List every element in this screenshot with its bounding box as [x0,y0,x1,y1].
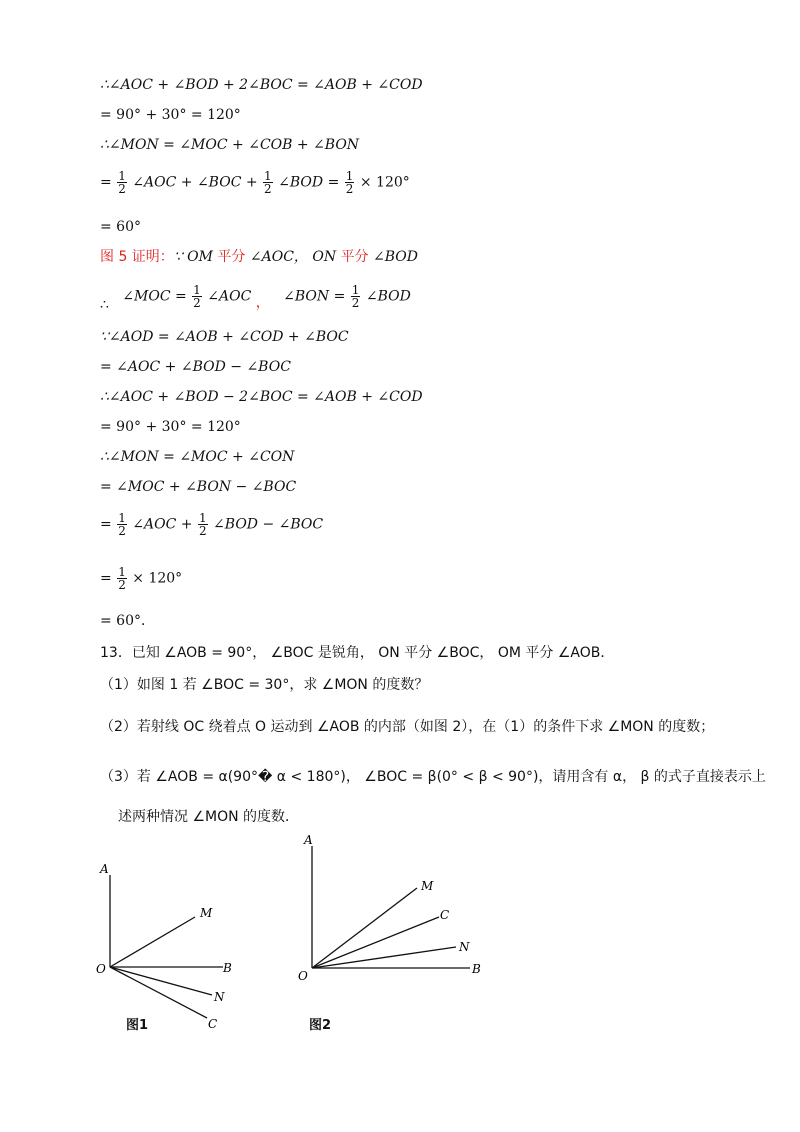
proof-line: = ∠MOC + ∠BON − ∠BOC [100,479,297,495]
proof-line: ∴∠AOC + ∠BOD + 2∠BOC = ∠AOB + ∠COD [100,77,423,93]
label-a: A [100,862,109,876]
ray-on [312,947,456,968]
figure-1-diagram [90,855,250,1040]
ray-om [312,888,417,968]
label-m: M [421,879,434,893]
label-c: C [440,908,450,922]
proof-line: = $\frac{1}{2}$ ∠AOC + ∠BOC + $\frac{1}{2}$ ∠BOD = $\frac{1}{2}$ × 120° [100,169,410,196]
label-c: C [208,1017,218,1031]
proof-line: = $\frac{1}{2}$ ∠AOC + $\frac{1}{2}$ ∠BOD − ∠BOC [100,511,324,538]
label-b: B [223,961,232,975]
proof-line: = 90° + 30° = 120° [100,419,241,435]
proof-line: ∴ ∠MOC = $\frac{1}{2}$ ∠AOC ， ∠BON = $\frac{1}{2}$ ∠BOD [100,283,411,313]
fraction: $\frac{1}{2}$ [118,565,126,592]
proof-line: = 90° + 30° = 120° [100,107,241,123]
proof-heading: 图 5 证明：∵ OM 平分 ∠AOC， ON 平分 ∠BOD [100,249,418,265]
label-o: O [96,962,106,976]
fraction: $\frac{1}{2}$ [198,511,207,538]
label-n: N [459,940,470,954]
figure-1-caption: 图1 [126,1018,149,1033]
proof-line: = 60°． [100,613,155,629]
label-n: N [214,990,225,1004]
problem-13-part-2: （2）若射线 OC 绕着点 O 运动到 ∠AOB 的内部（如图 2），在（1）的条件下求 ∠MON 的度数； [100,719,715,735]
fraction: $\frac{1}{2}$ [264,169,272,196]
ray-oc [110,967,207,1018]
figure-2-diagram [292,830,502,990]
label-b: B [472,962,481,976]
proof-line: ∵∠AOD = ∠AOB + ∠COD + ∠BOC [100,329,349,345]
proof-line: ∴∠MON = ∠MOC + ∠COB + ∠BON [100,137,360,153]
proof-line: = $\frac{1}{2}$ × 120° [100,565,183,592]
label-a: A [304,833,313,847]
fraction: $\frac{1}{2}$ [118,511,126,538]
figure-2-caption: 图2 [309,1018,332,1033]
problem-13-part-3-continued: 述两种情况 ∠MON 的度数． [118,809,300,825]
ray-om [110,917,195,967]
label-m: M [200,906,213,920]
ray-oc [312,917,439,968]
fraction: $\frac{1}{2}$ [193,283,201,310]
proof-line: = 60° [100,219,141,235]
fraction: $\frac{1}{2}$ [118,169,126,196]
problem-13-part-3: （3）若 ∠AOB = α(90°� α < 180°)， ∠BOC = β(0° < β < 90°)，请用含有 α， β 的式子直接表示上 [100,769,766,785]
fraction: $\frac{1}{2}$ [351,283,360,310]
proof-line: ∴∠MON = ∠MOC + ∠CON [100,449,295,465]
problem-13-statement: 13．已知 ∠AOB = 90°， ∠BOC 是锐角， ON 平分 ∠BOC， OM 平分 ∠AOB． [100,645,615,661]
ray-on [110,967,212,995]
label-o: O [298,969,308,983]
proof-line: = ∠AOC + ∠BOD − ∠BOC [100,359,291,375]
proof-line: ∴∠AOC + ∠BOD − 2∠BOC = ∠AOB + ∠COD [100,389,423,405]
fraction: $\frac{1}{2}$ [345,169,354,196]
problem-13-part-1: （1）如图 1 若 ∠BOC = 30°，求 ∠MON 的度数？ [100,677,429,693]
